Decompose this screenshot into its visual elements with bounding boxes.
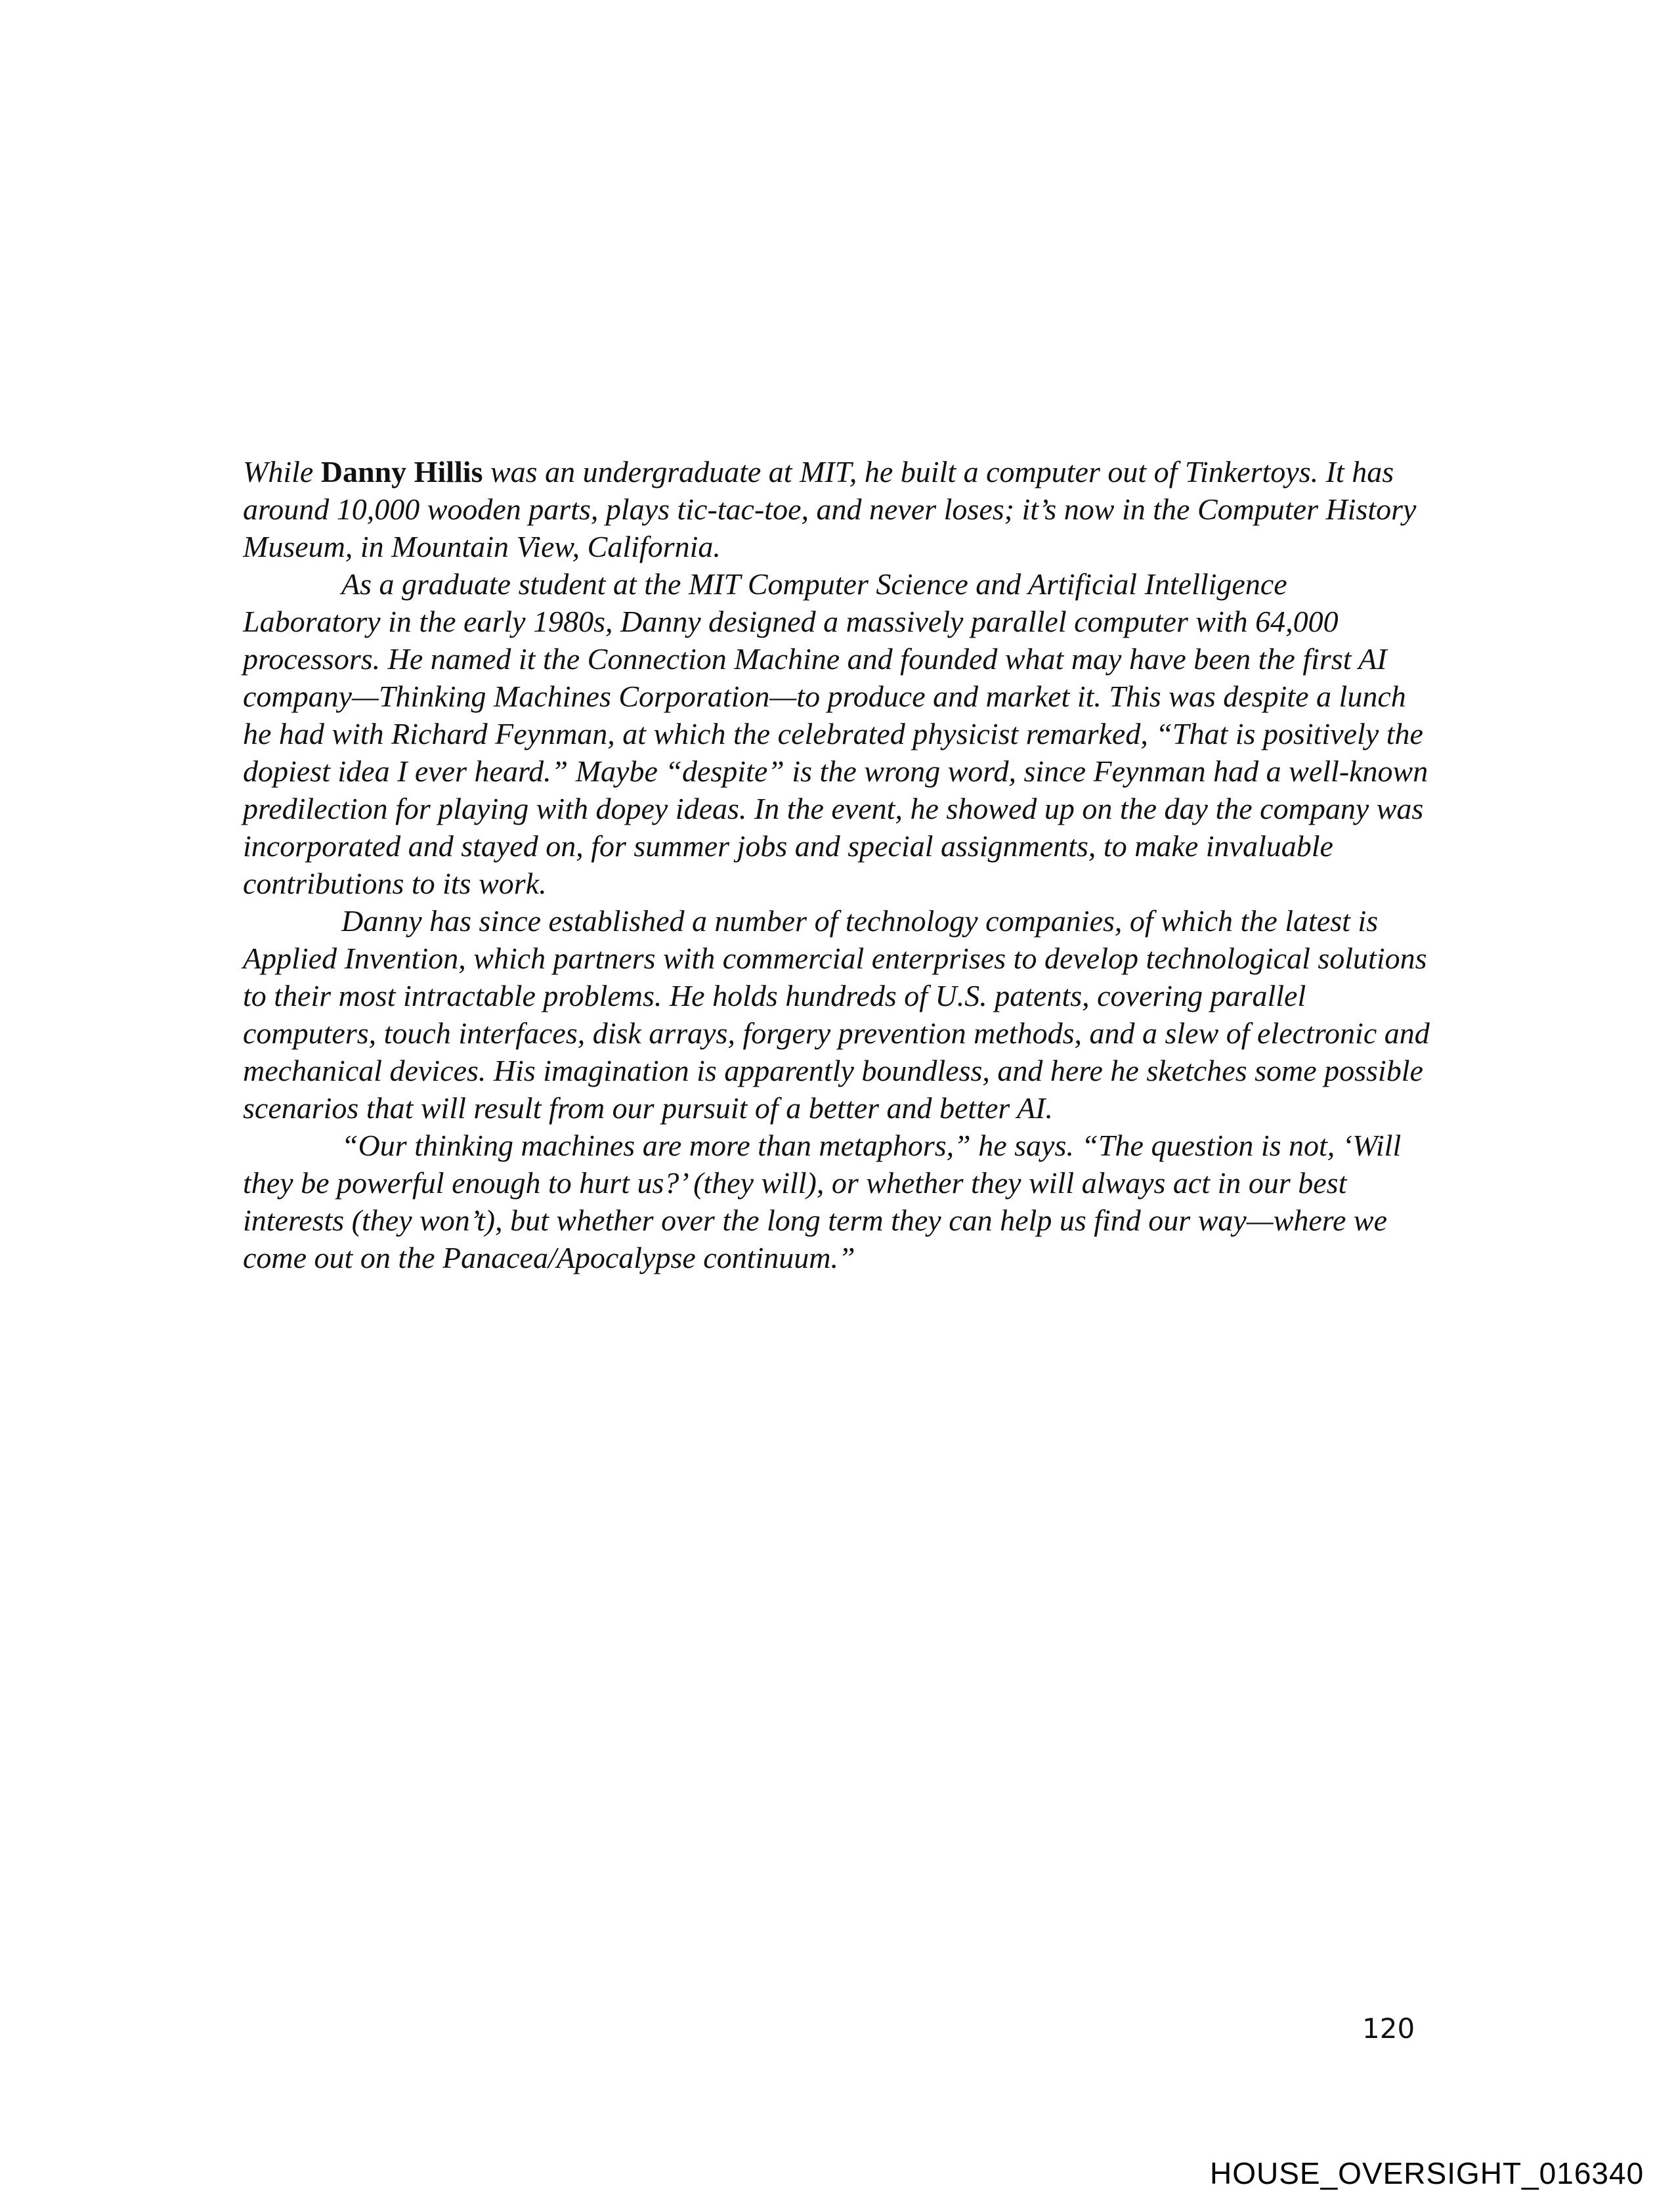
introduction-text <box>243 453 1431 1276</box>
intro-paragraph-2: As a graduate student at the MIT Computer Science and Artificial Intelligence Laboratory in the early 1980s, Danny designed a massively parallel computer with 64,000 processors. He named it the Connection Machine and founded what may have been the first AI company—Thinking Machines Corporation—to produce and market it. This was despite a lunch he had with Richard Feynman, at which the celebrated physicist remarked, “That is positively the dopiest idea I ever heard.” Maybe “despite” is the wrong word, since Feynman had a well-known predilection for playing with dopey ideas. In the event, he showed up on the day the company was incorporated and stayed on, for summer jobs and special assignments, to make invaluable contributions to its work. <box>243 567 1428 900</box>
bates-stamp: HOUSE_OVERSIGHT_016340 <box>1210 2156 1644 2190</box>
intro-paragraph-3: Danny has since established a number of technology companies, of which the latest is Applied Invention, which partners with commercial enterprises to develop technological solutions to their most intractable problems. He holds hundreds of U.S. patents, covering parallel computers, touch interfaces, disk arrays, forgery prevention methods, and a slew of electronic and mechanical devices. His imagination is apparently boundless, and here he sketches some possible scenarios that will result from our pursuit of a better and better AI. <box>243 904 1430 1125</box>
intro-p1-after: was an undergraduate at MIT, he built a computer out of Tinkertoys. It has around 10,000 wooden parts, plays tic-tac-toe, and never loses; it’s now in the Computer History Museum, in Mountain View, California. <box>243 455 1417 563</box>
intro-p1-before: While <box>243 455 321 488</box>
intro-paragraph-1 <box>243 453 1431 565</box>
intro-paragraph-4: “Our thinking machines are more than metaphors,” he says. “The question is not, ‘Will they be powerful enough to hurt us?’ (they will), or whether they will always act in our best interests (they won’t), but whether over the long term they can help us find our way—where we come out on the Panacea/Apocalypse continuum.” <box>243 1129 1402 1274</box>
page-number: 120 <box>1362 2012 1415 2045</box>
author-name: Danny Hillis <box>320 455 483 488</box>
